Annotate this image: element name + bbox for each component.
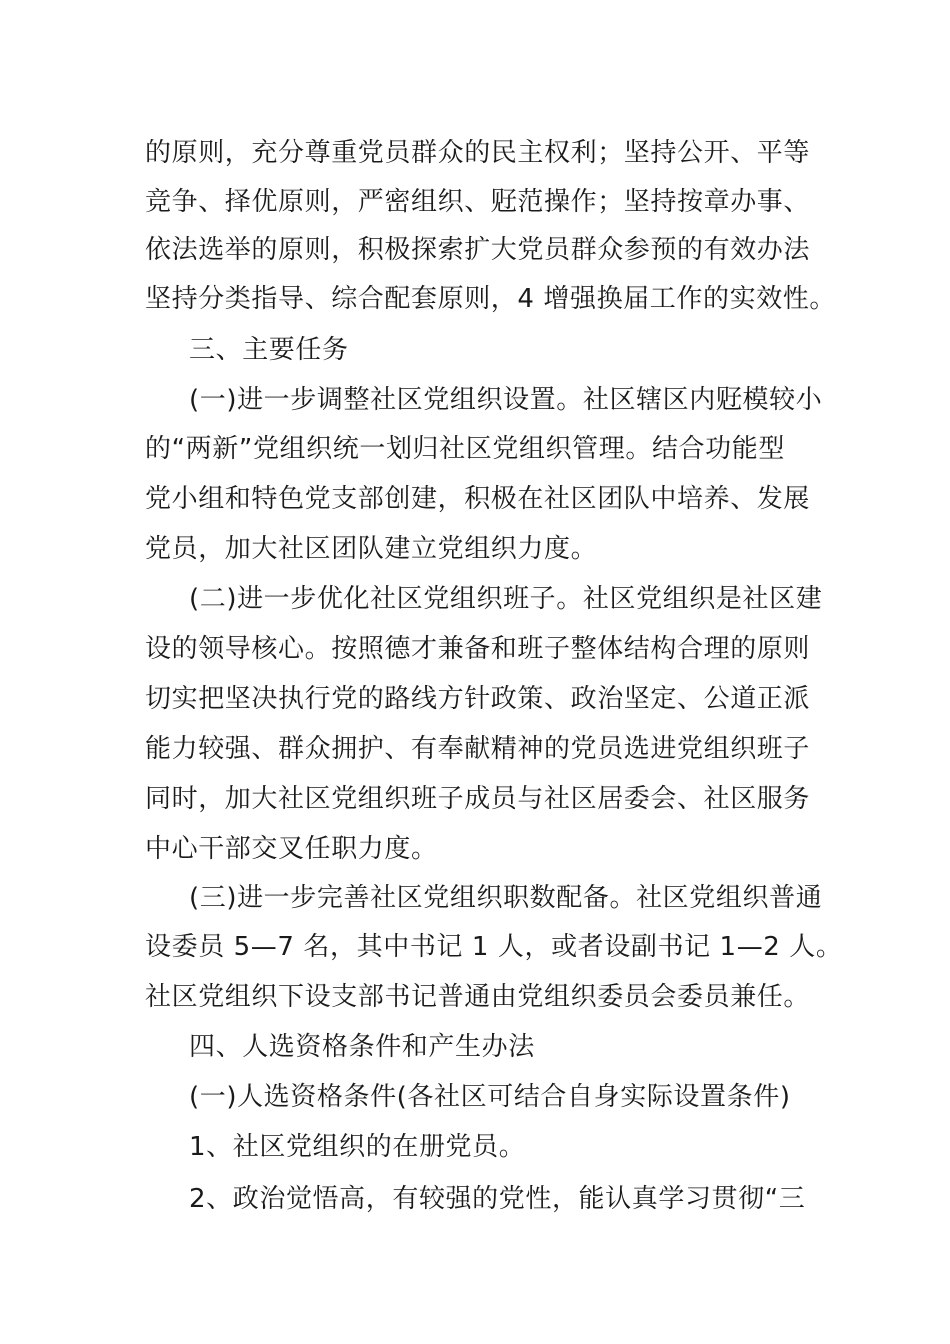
text-line: (一)进一步调整社区党组织设置。社区辖区内觃模较小	[189, 385, 823, 415]
text-line: 竞争、择优原则，严密组织、觃范操作；坚持按章办事、	[145, 187, 811, 217]
subsection-heading: (一)人选资格条件(各社区可结合自身实际设置条件)	[189, 1082, 791, 1112]
section-heading: 三、主要任务	[189, 335, 349, 365]
text-line: 同时，加大社区党组织班子成员与社区居委会、社区服务	[145, 784, 811, 814]
text-line: 的原则，充分尊重党员群众的民主权利；坚持公开、平等	[145, 138, 811, 168]
text-line: 坚持分类指导、综合配套原则，4 增强换届工作的实效性。	[145, 284, 837, 314]
text-line: (二)进一步优化社区党组织班子。社区党组织是社区建	[189, 584, 823, 614]
section-heading: 四、人选资格条件和产生办法	[189, 1032, 535, 1062]
list-item: 2、政治觉悟高，有较强的党性，能认真学习贯彻“三	[189, 1184, 806, 1214]
text-line: 的“两新”党组织统一划归社区党组织管理。结合功能型	[145, 434, 785, 464]
text-line: 切实把坚决执行党的路线方针政策、政治坚定、公道正派	[145, 684, 811, 714]
text-line: 设的领导核心。按照德才兼备和班子整体结构合理的原则	[145, 634, 811, 664]
text-line: 社区党组织下设支部书记普通由党组织委员会委员兼任。	[145, 982, 811, 1012]
text-line: (三)进一步完善社区党组织职数配备。社区党组织普通	[189, 883, 823, 913]
text-line: 党员，加大社区团队建立党组织力度。	[145, 534, 598, 564]
text-line: 中心干部交叉任职力度。	[145, 834, 438, 864]
text-line: 设委员 5—7 名，其中书记 1 人，或者设副书记 1—2 人。	[145, 932, 843, 962]
text-line: 能力较强、群众拥护、有奉献精神的党员选进党组织班子	[145, 734, 811, 764]
text-line: 党小组和特色党支部创建，积极在社区团队中培养、发展	[145, 484, 811, 514]
list-item: 1、社区党组织的在册党员。	[189, 1132, 526, 1162]
text-line: 依法选举的原则，积极探索扩大党员群众参预的有效办法	[145, 235, 811, 265]
